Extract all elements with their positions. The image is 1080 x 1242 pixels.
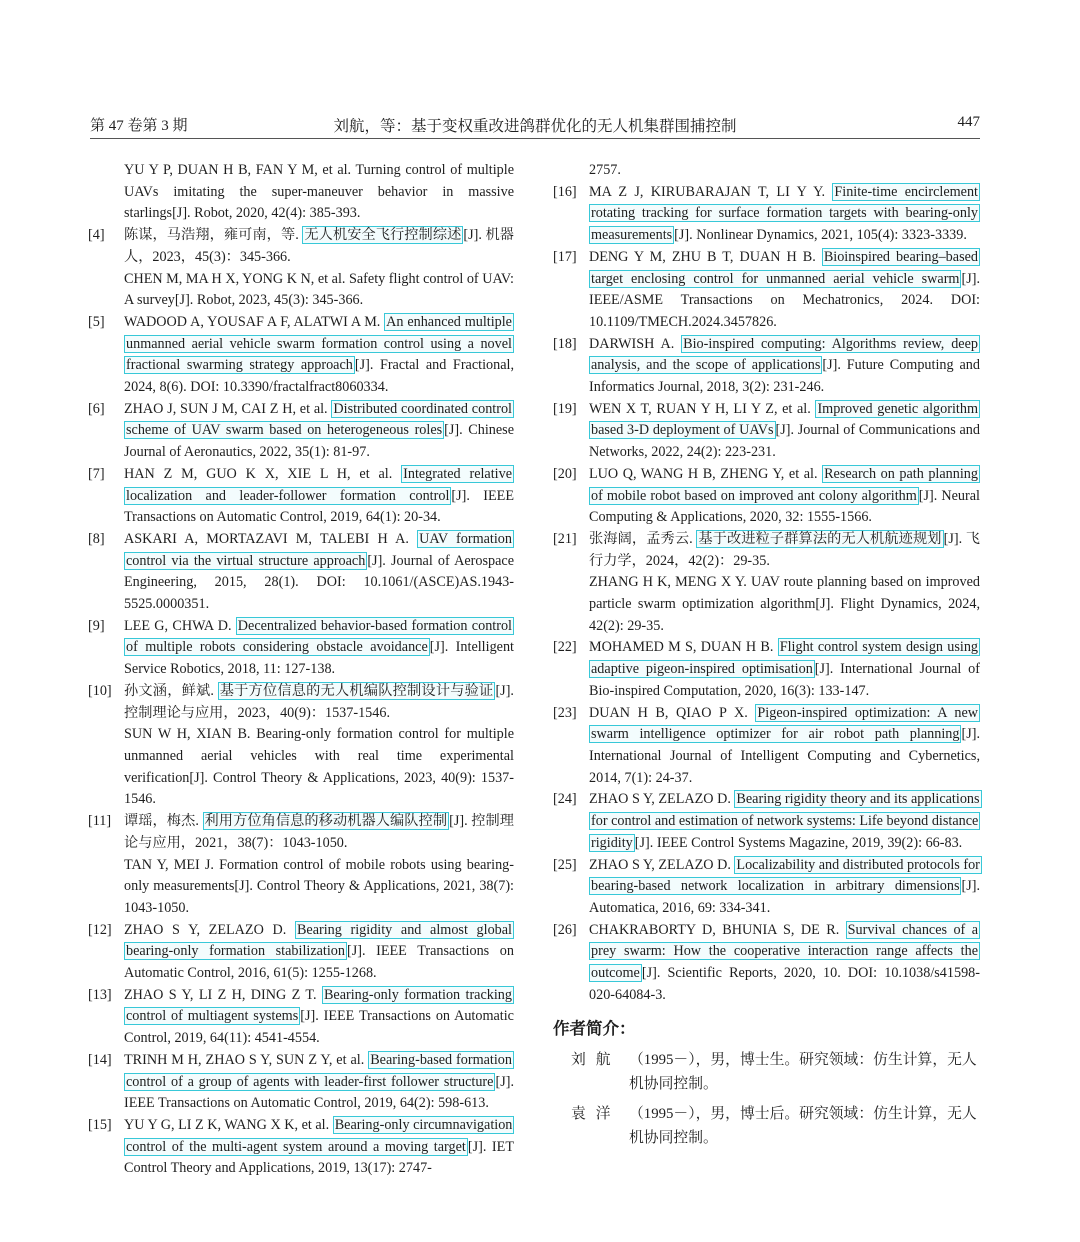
- reference-authors: MOHAMED M S, DUAN H B.: [589, 639, 778, 656]
- reference-entry: [88, 1115, 514, 1180]
- reference-number: [7]: [88, 465, 105, 482]
- highlighted-title: 基于方位信息的无人机编队控制设计与验证: [219, 682, 494, 699]
- reference-authors: HAN Z M, GUO K X, XIE L H, et al.: [124, 465, 402, 482]
- running-title: 刘航，等：基于变权重改进鸽群优化的无人机集群围捕控制: [333, 118, 737, 135]
- reference-authors: WEN X T, RUAN Y H, LI Y Z, et al.: [589, 400, 816, 417]
- reference-number: [25]: [553, 856, 577, 873]
- reference-entry: [553, 529, 980, 638]
- reference-authors: ZHAO S Y, ZELAZO D.: [124, 921, 295, 938]
- highlighted-title: Localizability and distributed protocols for bearing-based network localization in arbitrary dimensions: [591, 856, 980, 895]
- reference-number: [9]: [88, 617, 105, 634]
- reference-authors: 陈谋，马浩翔，雍可南，等.: [124, 227, 303, 244]
- reference-authors: MA Z J, KIRUBARAJAN T, LI Y Y.: [589, 183, 833, 200]
- reference-source: [J]. 控制理论与应用，2021，38(7)：1043-1050.: [124, 813, 514, 851]
- reference-source: [J]. Automatica, 2016, 69: 334-341.: [589, 878, 980, 916]
- reference-authors: DUAN H B, QIAO P X.: [589, 704, 756, 721]
- reference-entry: [553, 399, 980, 464]
- author-description: （1995－），男，博士生。研究领域：仿生计算，无人机协同控制。: [629, 1052, 977, 1093]
- reference-entry: [553, 334, 980, 399]
- reference-source: [J]. 飞行力学，2024，42(2)：29-35.: [589, 530, 980, 569]
- reference-source: [J]. Neural Computing & Applications, 2020, 32: 1555-1566.: [589, 487, 980, 526]
- reference-source: [J]. 机器人，2023，45(3)：345-366.: [124, 227, 514, 265]
- highlighted-title: Flight control system design using adaptive pigeon-inspired optimisation: [591, 639, 979, 678]
- highlighted-title: Bio-inspired computing: Algorithms review, deep analysis, and the scope of applications: [591, 335, 978, 374]
- reference-entry: [88, 985, 514, 1050]
- highlighted-title: UAV formation control via the virtual structure approach: [126, 530, 512, 569]
- reference-number: [26]: [553, 921, 577, 938]
- reference-source: [J]. IEEE Transactions on Automatic Control, 2019, 64(11): 4541-4554.: [124, 1008, 514, 1047]
- highlighted-title: Bioinspired bearing–based target enclosing control for unmanned aerial vehicle swarm: [591, 248, 978, 287]
- reference-entry: [553, 182, 980, 247]
- reference-source: [J]. Nonlinear Dynamics, 2021, 105(4): 3323-3339.: [674, 227, 967, 244]
- highlighted-title: An enhanced multiple unmanned aerial vehicle swarm formation control using a novel fractional swarming strategy approach: [126, 313, 512, 374]
- reference-english-translation: TAN Y, MEI J. Formation control of mobile robots using bearing-only measurements[J]. Control Theory & Applications, 2021, 38(7): 1043-1050.: [124, 856, 514, 916]
- highlighted-title: Bearing rigidity theory and its applications for control and estimation of network systems: Life beyond distance rigidity: [591, 791, 980, 851]
- highlighted-title: Decentralized behavior-based formation control of multiple robots considering obstacle avoidance: [126, 617, 512, 656]
- highlighted-title: Distributed coordinated control scheme of UAV swarm based on heterogeneous roles: [126, 400, 512, 439]
- reference-source: [J]. IET Control Theory and Applications, 2019, 13(17): 2747-: [124, 1138, 514, 1177]
- reference-authors: 谭瑶，梅杰.: [124, 813, 203, 830]
- reference-authors: LUO Q, WANG H B, ZHENG Y, et al.: [589, 465, 823, 482]
- reference-continuation: 2757.: [589, 162, 621, 178]
- reference-number: [23]: [553, 704, 577, 721]
- reference-source: [J]. Fractal and Fractional, 2024, 8(6). DOI: 10.3390/fractalfract8060334.: [124, 357, 514, 396]
- reference-source: [J]. IEEE Control Systems Magazine, 2019, 39(2): 66-83.: [634, 834, 963, 851]
- highlighted-title: Bearing-based formation control of a group of agents with leader-first follower structure: [126, 1051, 512, 1090]
- reference-source: [J]. IEEE Transactions on Automatic Control, 2019, 64(2): 598-613.: [124, 1073, 514, 1112]
- author-bio: [553, 1102, 980, 1150]
- reference-entry: [553, 247, 980, 334]
- reference-authors: CHAKRABORTY D, BHUNIA S, DE R.: [589, 921, 846, 938]
- reference-entry: [88, 920, 514, 985]
- highlighted-title: Bearing rigidity and almost global bearing-only formation stabilization: [126, 921, 512, 960]
- author-name: 刘航: [571, 1052, 621, 1069]
- reference-english-translation: SUN W H, XIAN B. Bearing-only formation control for multiple unmanned aerial vehicles with real time experimental verification[J]. Control Theory & Applications, 2023, 40(9): 1537-1546.: [124, 726, 514, 808]
- author-name: 袁洋: [571, 1106, 621, 1123]
- reference-source: [J]. IEEE Transactions on Automatic Control, 2019, 64(1): 20-34.: [124, 487, 514, 526]
- reference-continuation: YU Y P, DUAN H B, FAN Y M, et al. Turning control of multiple UAVs imitating the super-maneuver behavior in massive starlings[J]. Robot, 2020, 42(4): 385-393.: [124, 162, 514, 222]
- reference-authors: DENG Y M, ZHU B T, DUAN H B.: [589, 248, 822, 265]
- reference-entry: [88, 616, 514, 681]
- reference-number: [11]: [88, 813, 112, 830]
- author-description: （1995－），男，博士后。研究领域：仿生计算，无人机协同控制。: [629, 1106, 977, 1147]
- highlighted-title: 利用方位角信息的移动机器人编队控制: [204, 813, 448, 830]
- reference-number: [6]: [88, 400, 105, 417]
- reference-entry: [88, 312, 514, 399]
- reference-number: [19]: [553, 400, 577, 417]
- reference-authors: ZHAO S Y, LI Z H, DING Z T.: [124, 986, 322, 1003]
- reference-authors: 张海阔，孟秀云.: [589, 530, 697, 547]
- reference-number: [4]: [88, 227, 105, 244]
- reference-entry: [553, 637, 980, 702]
- reference-entry: [553, 920, 980, 1007]
- reference-entry: [553, 855, 980, 920]
- reference-entry: [88, 399, 514, 464]
- reference-number: [10]: [88, 682, 112, 699]
- reference-source: [J]. Journal of Communications and Networks, 2022, 24(2): 223-231.: [589, 422, 980, 461]
- reference-authors: WADOOD A, YOUSAF A F, ALATWI A M.: [124, 313, 385, 330]
- reference-authors: ZHAO S Y, ZELAZO D.: [589, 791, 735, 808]
- reference-authors: TRINH M H, ZHAO S Y, SUN Z Y, et al.: [124, 1051, 369, 1068]
- reference-number: [14]: [88, 1051, 112, 1068]
- highlighted-title: Bearing-only formation tracking control of multiagent systems: [126, 986, 512, 1025]
- reference-authors: 孙文涵，鲜斌.: [124, 682, 218, 699]
- highlighted-title: Survival chances of a prey swarm: How the cooperative interaction range affects the outcome: [591, 921, 978, 982]
- reference-number: [12]: [88, 921, 112, 938]
- journal-volume: 第 47 卷第 3 期: [90, 118, 188, 134]
- reference-number: [20]: [553, 465, 577, 482]
- highlighted-title: Pigeon-inspired optimization: A new swarm intelligence optimizer for air robot path planning: [591, 704, 978, 743]
- reference-source: [J]. International Journal of Bio-inspired Computation, 2020, 16(3): 133-147.: [589, 661, 980, 699]
- reference-entry: [88, 1050, 514, 1115]
- highlighted-title: Integrated relative localization and leader-follower formation control: [126, 465, 512, 504]
- reference-number: [24]: [553, 791, 577, 808]
- reference-authors: ZHAO J, SUN J M, CAI Z H, et al.: [124, 400, 332, 417]
- reference-number: [22]: [553, 639, 577, 656]
- reference-source: [J]. Chinese Journal of Aeronautics, 2022, 35(1): 81-97.: [124, 422, 514, 461]
- reference-source: [J]. Journal of Aerospace Engineering, 2015, 28(1). DOI: 10.1061/(ASCE)AS.1943-5525.0000351.: [124, 552, 514, 613]
- highlighted-title: Bearing-only circumnavigation control of the multi-agent system around a moving target: [126, 1116, 513, 1155]
- highlighted-title: 基于改进粒子群算法的无人机航迹规划: [698, 530, 942, 547]
- reference-source: [J]. Intelligent Service Robotics, 2018, 11: 127-138.: [124, 639, 514, 678]
- author-bio-heading: 作者简介：: [553, 1019, 636, 1039]
- reference-authors: ASKARI A, MORTAZAVI M, TALEBI H A.: [124, 530, 418, 547]
- reference-authors: DARWISH A.: [589, 335, 682, 352]
- reference-source: [J]. IEEE/ASME Transactions on Mechatronics, 2024. DOI: 10.1109/TMECH.2024.3457826.: [589, 270, 980, 330]
- reference-entry: [88, 529, 514, 616]
- reference-english-translation: ZHANG H K, MENG X Y. UAV route planning based on improved particle swarm optimization algorithm[J]. Flight Dynamics, 2024, 42(2): 29-35.: [589, 574, 980, 634]
- author-bio: [553, 1048, 980, 1096]
- highlighted-title: Finite-time encirclement rotating tracking for surface formation targets with bearing-only measurements: [591, 183, 978, 244]
- highlighted-title: Research on path planning of mobile robot based on improved ant colony algorithm: [591, 465, 978, 504]
- reference-source: [J]. Future Computing and Informatics Journal, 2018, 3(2): 231-246.: [589, 357, 980, 396]
- reference-authors: ZHAO S Y, ZELAZO D.: [589, 856, 735, 873]
- reference-entry: [88, 225, 514, 312]
- reference-number: [15]: [88, 1116, 112, 1133]
- reference-source: [J]. Scientific Reports, 2020, 10. DOI: 10.1038/s41598-020-64084-3.: [589, 965, 980, 1003]
- highlighted-title: 无人机安全飞行控制综述: [304, 227, 462, 244]
- reference-entry: [553, 464, 980, 529]
- reference-number: [21]: [553, 530, 577, 547]
- reference-source: [J]. International Journal of Intelligent Computing and Cybernetics, 2014, 7(1): 24-37.: [589, 726, 980, 786]
- reference-english-translation: CHEN M, MA H X, YONG K N, et al. Safety flight control of UAV: A survey[J]. Robot, 2023, 45(3): 345-366.: [124, 270, 514, 309]
- reference-number: [18]: [553, 335, 577, 352]
- references-right-column: [553, 160, 980, 1156]
- reference-source: [J]. IEEE Transactions on Automatic Control, 2016, 61(5): 1255-1268.: [124, 943, 514, 982]
- page-number: 447: [957, 114, 980, 130]
- reference-entry: [88, 811, 514, 920]
- reference-entry: [553, 703, 980, 790]
- reference-number: [5]: [88, 313, 105, 330]
- reference-source: [J]. 控制理论与应用，2023，40(9)：1537-1546.: [124, 682, 514, 721]
- references-left-column: [88, 160, 514, 1180]
- reference-number: [17]: [553, 248, 577, 265]
- reference-entry: [88, 464, 514, 529]
- reference-authors: LEE G, CHWA D.: [124, 617, 236, 634]
- reference-number: [13]: [88, 986, 112, 1003]
- reference-number: [16]: [553, 183, 577, 200]
- highlighted-title: Improved genetic algorithm based 3-D deployment of UAVs: [591, 400, 978, 439]
- running-header: [90, 112, 980, 139]
- reference-authors: YU Y G, LI Z K, WANG X K, et al.: [124, 1116, 333, 1133]
- reference-entry: [88, 681, 514, 811]
- reference-number: [8]: [88, 530, 105, 547]
- reference-entry: [553, 789, 980, 854]
